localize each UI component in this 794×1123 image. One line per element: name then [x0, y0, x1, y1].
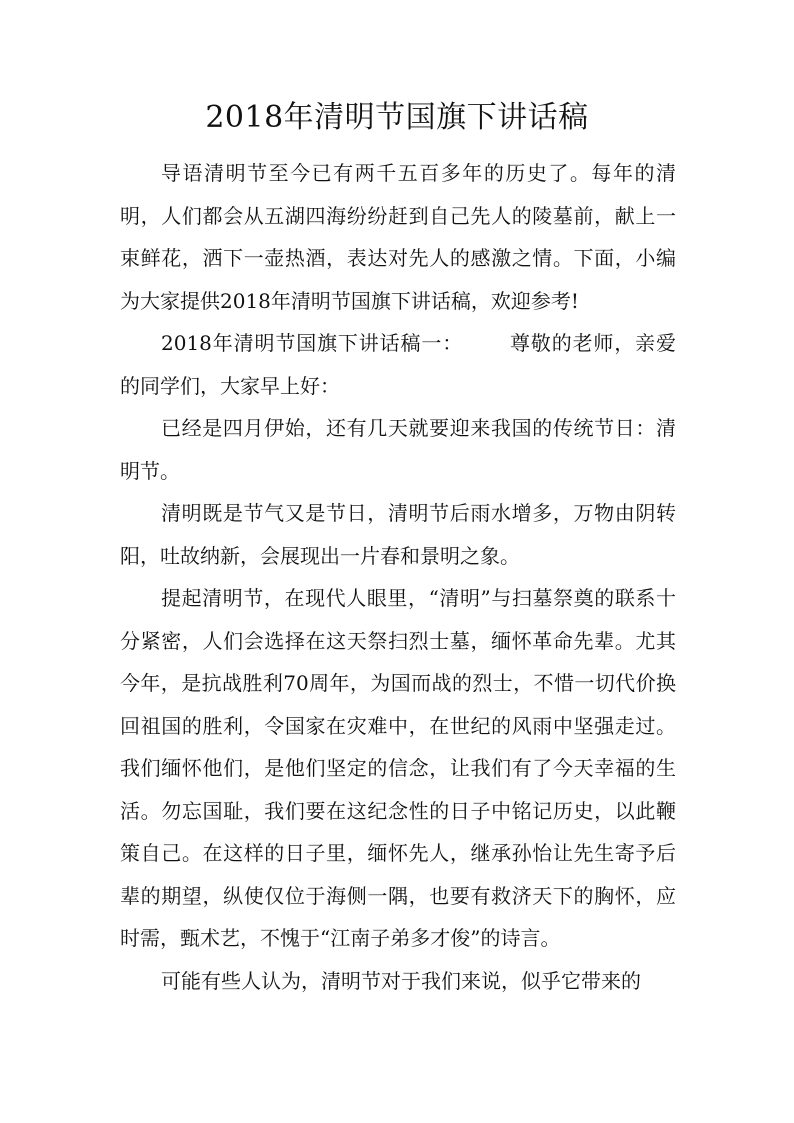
- speech-opening: 尊敬的老师，亲爱的同学们，大家早上好：: [120, 331, 677, 398]
- body-paragraph-2: 清明既是节气又是节日，清明节后雨水增多，万物由阴转阳，吐故纳新，会展现出一片春和景明之象。: [120, 501, 676, 568]
- speech-greeting-paragraph: [120, 322, 676, 407]
- body-paragraph-1: 已经是四月伊始，还有几天就要迎来我国的传统节日：清明节。: [120, 416, 676, 483]
- document-title: 2018年清明节国旗下讲话稿: [205, 100, 589, 135]
- speech-heading: 2018年清明节国旗下讲话稿一：: [161, 331, 464, 355]
- body-paragraph-4: 可能有些人认为，清明节对于我们来说，似乎它带来的: [161, 968, 641, 993]
- intro-paragraph: 导语清明节至今已有两千五百多年的历史了。每年的清明，人们都会从五湖四海纷纷赶到自己先人的陵墓前，献上一束鲜花，洒下一壶热酒，表达对先人的感激之情。下面，小编为大家提供2018年清明节国旗下讲话稿，欢迎参考!: [120, 161, 676, 313]
- document-body: [120, 152, 676, 1002]
- body-paragraph-3: 提起清明节，在现代人眼里，“清明”与扫墓祭奠的联系十分紧密，人们会选择在这天祭扫烈士墓，缅怀革命先辈。尤其今年，是抗战胜利70周年，为国而战的烈士，不惜一切代价换回祖国的胜利，令国家在灾难中，在世纪的风雨中坚强走过。我们缅怀他们，是他们坚定的信念，让我们有了今天幸福的生活。勿忘国耻，我们要在这纪念性的日子中铭记历史，以此鞭策自己。在这样的日子里，缅怀先人，继承孙怡让先生寄予后辈的期望，纵使仅位于海侧一隅，也要有救济天下的胸怀，应时需，甄术艺，不愧于“江南子弟多才俊”的诗言。: [120, 586, 676, 950]
